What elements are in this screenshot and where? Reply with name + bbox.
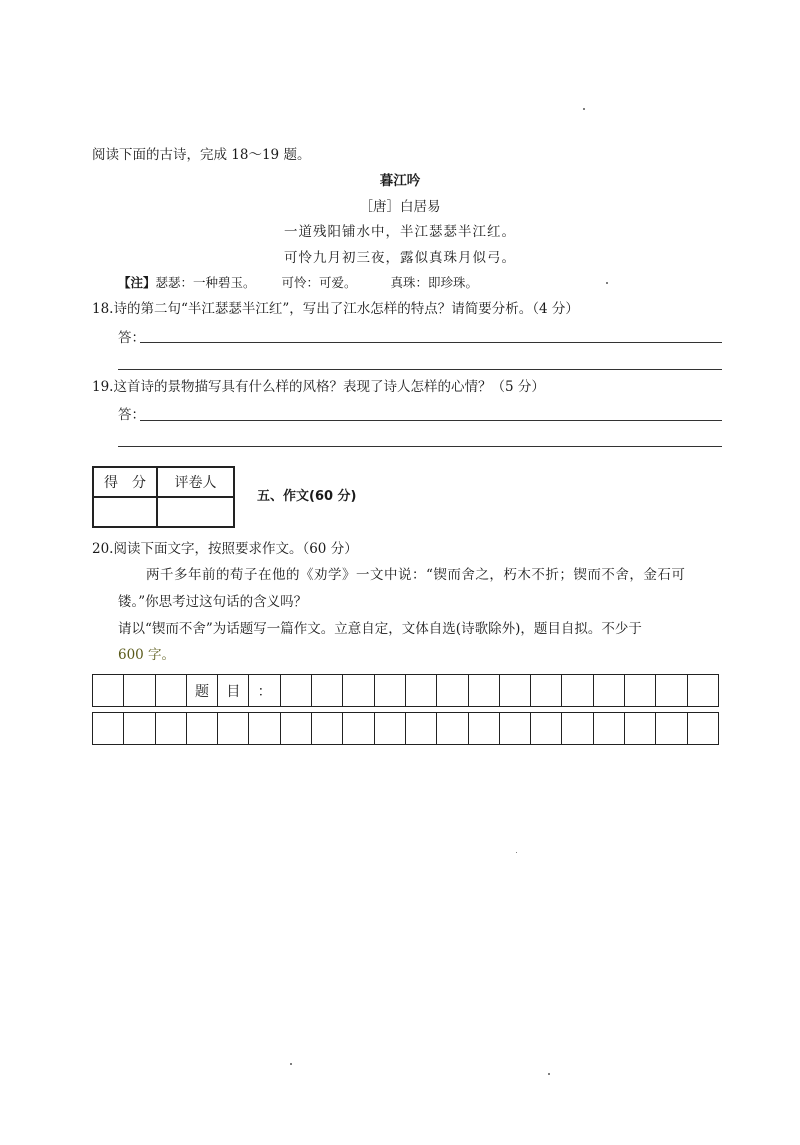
grid-cell[interactable]: [312, 712, 343, 745]
q18-answer-line-2[interactable]: [118, 369, 722, 370]
grid-cell[interactable]: [656, 712, 687, 745]
score-label: 得 分: [93, 467, 157, 497]
poem-line-2: 可怜九月初三夜，露似真珠月似弓。: [284, 250, 516, 266]
poem-note: [118, 274, 478, 292]
instruction-text: 阅读下面的古诗，完成 18～19 题。: [92, 147, 311, 163]
grid-cell[interactable]: [562, 674, 593, 707]
grid-cell[interactable]: [437, 674, 468, 707]
grid-cell[interactable]: [500, 712, 531, 745]
title-grid-char-2: 目: [218, 674, 249, 707]
grid-cell[interactable]: [406, 712, 437, 745]
requirement-line-2: 600 字。: [118, 647, 176, 663]
grid-cell[interactable]: [656, 674, 687, 707]
grader-input-cell[interactable]: [157, 497, 234, 527]
passage-line-1: 两千多年前的荀子在他的《劝学》一文中说：“锲而舍之，朽木不折；锲而不舍，金石可: [146, 567, 686, 583]
grid-cell[interactable]: [375, 712, 406, 745]
grid-cell[interactable]: [625, 674, 656, 707]
passage-line-2: 镂。”你思考过这句话的含义吗？: [118, 594, 308, 610]
grid-cell[interactable]: [312, 674, 343, 707]
grid-cell[interactable]: [343, 712, 374, 745]
grid-cell[interactable]: [437, 712, 468, 745]
grid-cell[interactable]: [218, 712, 249, 745]
grid-cell[interactable]: [531, 712, 562, 745]
grid-cell[interactable]: [469, 674, 500, 707]
score-box: [92, 466, 235, 528]
grid-cell[interactable]: [531, 674, 562, 707]
poem-author: ［唐］白居易: [359, 199, 441, 215]
grid-cell[interactable]: [562, 712, 593, 745]
note-item-3: 真珠：即珍珠。: [390, 275, 479, 290]
grid-cell[interactable]: [343, 674, 374, 707]
grid-cell[interactable]: [249, 712, 280, 745]
note-item-1: 瑟瑟：一种碧玉。: [155, 275, 256, 290]
section-5-title: 五、作文(60 分): [257, 489, 357, 504]
grid-cell[interactable]: [124, 674, 155, 707]
title-grid-row[interactable]: [92, 674, 719, 707]
poem-title: 暮江吟: [379, 173, 421, 189]
grid-cell[interactable]: [281, 712, 312, 745]
grid-cell[interactable]: [156, 674, 187, 707]
question-18: 18.诗的第二句“半江瑟瑟半江红”，写出了江水怎样的特点？请简要分析。（4 分）: [92, 301, 579, 317]
score-input-cell[interactable]: [93, 497, 157, 527]
title-grid-char-1: 题: [187, 674, 218, 707]
note-label: 【注】: [118, 275, 156, 290]
grid-cell[interactable]: [688, 712, 719, 745]
grader-label: 评卷人: [157, 467, 234, 497]
grid-cell[interactable]: [594, 674, 625, 707]
grid-cell[interactable]: [406, 674, 437, 707]
requirement-line-1: 请以“锲而不舍”为话题写一篇作文。立意自定，文体自选(诗歌除外)，题目自拟。不少于: [118, 621, 642, 637]
poem-line-1: 一道残阳铺水中，半江瑟瑟半江红。: [284, 224, 516, 240]
q19-answer-line-1[interactable]: [140, 420, 722, 421]
grid-cell[interactable]: [625, 712, 656, 745]
grid-cell[interactable]: [187, 712, 218, 745]
grid-cell[interactable]: [93, 712, 124, 745]
question-19: 19.这首诗的景物描写具有什么样的风格？表现了诗人怎样的心情？（5 分）: [92, 379, 545, 395]
grid-cell[interactable]: [124, 712, 155, 745]
title-grid-colon: ：: [249, 674, 280, 707]
grid-cell[interactable]: [93, 674, 124, 707]
grid-cell[interactable]: [500, 674, 531, 707]
grid-cell[interactable]: [156, 712, 187, 745]
grid-cell[interactable]: [375, 674, 406, 707]
grid-cell[interactable]: [469, 712, 500, 745]
q19-answer-label: 答：: [118, 407, 145, 423]
q19-answer-line-2[interactable]: [118, 446, 722, 447]
grid-cell[interactable]: [281, 674, 312, 707]
question-20: 20.阅读下面文字，按照要求作文。（60 分）: [92, 541, 358, 557]
q18-answer-label: 答：: [118, 330, 145, 346]
note-item-2: 可怜：可爱。: [281, 275, 357, 290]
writing-grid-row[interactable]: [92, 712, 719, 745]
grid-cell[interactable]: [594, 712, 625, 745]
grid-cell[interactable]: [688, 674, 719, 707]
q18-answer-line-1[interactable]: [140, 342, 722, 343]
